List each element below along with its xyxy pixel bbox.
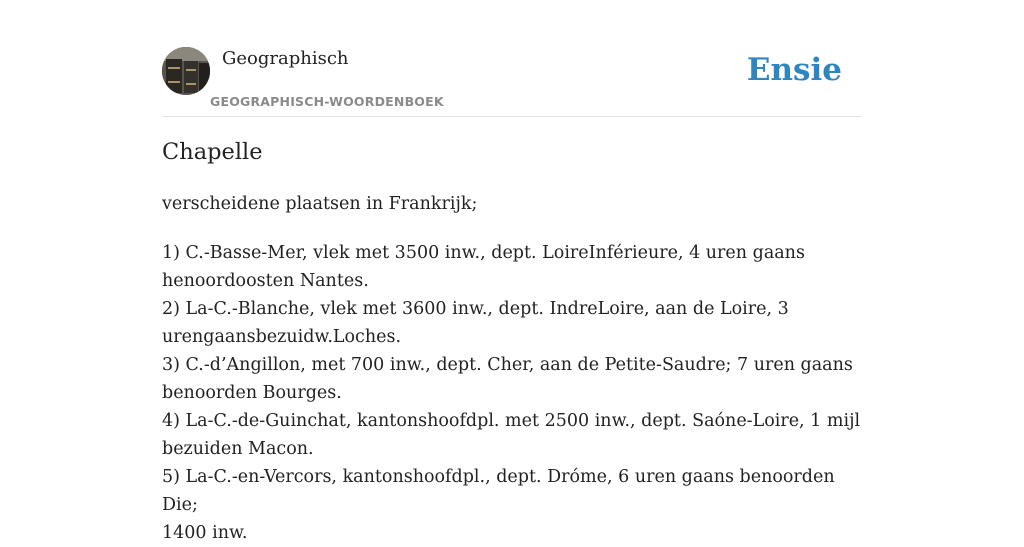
books-icon	[162, 47, 210, 95]
source-avatar[interactable]	[162, 47, 210, 95]
entry-line: 3) C.-d’Angillon, met 700 inw., dept. Cher, aan de Petite-Saudre; 7 uren gaans	[162, 355, 853, 375]
entry-line: 2) La-C.-Blanche, vlek met 3600 inw., dept. IndreLoire, aan de Loire, 3	[162, 299, 789, 319]
entry-line: henoordoosten Nantes.	[162, 271, 369, 291]
source-slug[interactable]: GEOGRAPHISCH-WOORDENBOEK	[210, 94, 444, 109]
entry-line: 4) La-C.-de-Guinchat, kantonshoofdpl. met 2500 inw., dept. Saóne-Loire, 1 mijl	[162, 411, 861, 431]
source-title[interactable]: Geographisch	[222, 48, 349, 69]
entry-line: 5) La-C.-en-Vercors, kantonshoofdpl., dept. Dróme, 6 uren gaans benoorden Die;	[162, 467, 835, 515]
entry-line: 1) C.-Basse-Mer, vlek met 3500 inw., dept. LoireInférieure, 4 uren gaans	[162, 243, 805, 263]
entry-intro: verscheidene plaatsen in Frankrijk;	[162, 194, 478, 214]
header	[162, 40, 862, 117]
brand-logo[interactable]: Ensie	[746, 52, 842, 88]
entry-line: bezuiden Macon.	[162, 439, 314, 459]
entry-line: 1400 inw.	[162, 523, 248, 543]
page-title: Chapelle	[162, 139, 263, 165]
entry-line: urengaansbezuidw.Loches.	[162, 327, 402, 347]
entry-body	[162, 239, 862, 547]
entry-line: benoorden Bourges.	[162, 383, 342, 403]
